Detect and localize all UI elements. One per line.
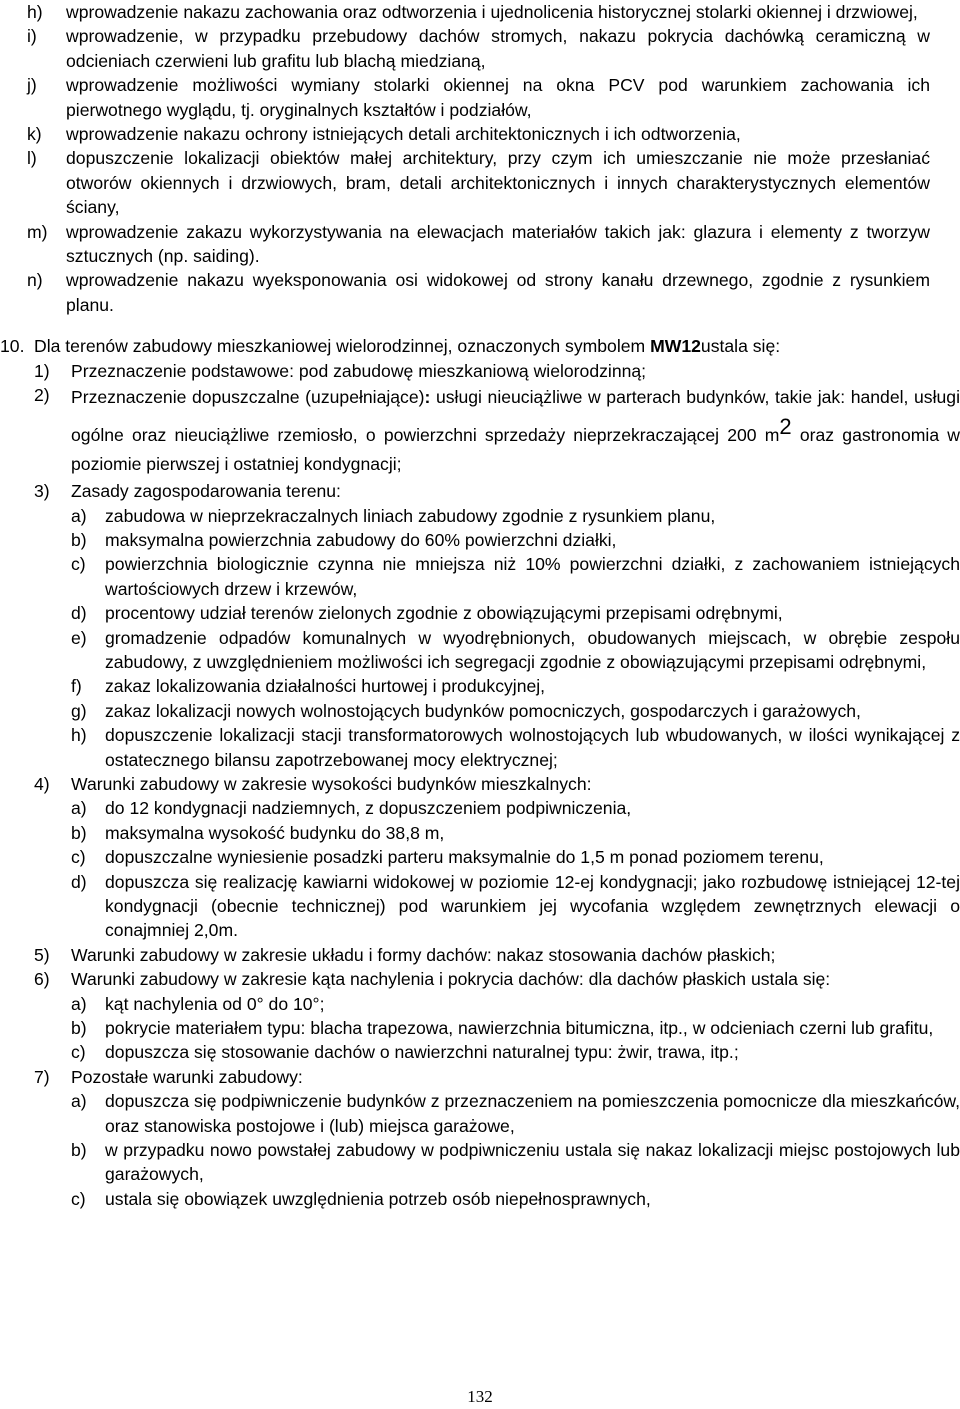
item-text: Warunki zabudowy w zakresie wysokości budynków mieszkalnych:	[71, 773, 592, 794]
sublist	[0, 504, 960, 772]
item-text	[71, 383, 960, 479]
sub-label: d)	[71, 871, 87, 892]
sublist-item	[71, 870, 960, 943]
sublist-item	[71, 552, 960, 601]
item-colon: :	[424, 387, 431, 408]
item-text: Zasady zagospodarowania terenu:	[71, 481, 341, 502]
item-label: 7)	[34, 1066, 50, 1087]
section-10	[0, 334, 960, 1211]
sub-text: powierzchnia biologicznie czynna nie mniejsza niż 10% powierzchni działki, z zachowaniem istniejących wartościowych drzew i krzewów,	[105, 554, 960, 599]
item-text: Warunki zabudowy w zakresie układu i formy dachów: nakaz stosowania dachów płaskich;	[71, 944, 776, 965]
sublist-item	[71, 723, 960, 772]
sublist-item	[71, 1138, 960, 1187]
item-text-part: usługi nieuciążliwe w parterach budynków, takie jak: handel, usługi ogólne oraz nieuciążliwe rzemiosło, o powierzchni sprzedaży nieprzekraczającej 200 m	[71, 387, 960, 446]
sub-text: zakaz lokalizacji nowych wolnostojących budynków pomocniczych, gospodarczych i garażowych,	[105, 700, 861, 721]
sub-text: dopuszcza się realizację kawiarni widokowej w poziomie 12-ej kondygnacji; jako rozbudowę istniejącej 12-tej kondygnacji (obecnie technicznej) pod warunkiem jej wycofania względem zewnętrznych elewacji o conajmniej 2,0m.	[105, 871, 960, 941]
sub-text: dopuszcza się podpiwniczenie budynków z przeznaczeniem na pomieszczenia pomocnicze dla mieszkańców, oraz stanowiska postojowe i (lub) miejsca garażowe,	[105, 1091, 960, 1136]
sub-text: zakaz lokalizowania działalności hurtowej i produkcyjnej,	[105, 676, 546, 697]
sublist-item	[71, 504, 960, 528]
list-item	[27, 24, 930, 73]
item-label: 2)	[34, 385, 50, 406]
item-text-part: Przeznaczenie dopuszczalne (uzupełniające)	[71, 387, 425, 408]
section-gap	[0, 317, 960, 334]
section-number: 10.	[0, 336, 25, 357]
sublist-item	[71, 601, 960, 625]
section-intro	[34, 334, 960, 358]
section-item	[0, 772, 960, 796]
sub-text: kąt nachylenia od 0° do 10°;	[105, 993, 325, 1014]
list-item-label: i)	[27, 26, 37, 47]
item-label: 3)	[34, 481, 50, 502]
item-text: Przeznaczenie podstawowe: pod zabudowę mieszkaniową wielorodzinną;	[71, 360, 647, 381]
section-intro-text: Dla terenów zabudowy mieszkaniowej wielorodzinnej, oznaczonych symbolem	[34, 336, 651, 357]
section-item	[0, 479, 960, 503]
section-heading	[0, 334, 960, 358]
sub-text: gromadzenie odpadów komunalnych w wyodrębnionych, obudowanych miejscach, w obrębie zespołu zabudowy, z uwzględnieniem możliwości ich segregacji zgodnie z obowiązującymi przepisami odrębnymi,	[105, 627, 960, 672]
item-label: 5)	[34, 944, 50, 965]
list-item-text: wprowadzenie zakazu wykorzystywania na elewacjach materiałów takich jak: glazura i elementy z tworzyw sztucznych (np. saiding).	[66, 221, 930, 267]
sublist	[0, 992, 960, 1065]
item-text-part: oraz gastronomia w poziomie pierwszej i ostatniej kondygnacji;	[71, 425, 960, 475]
zone-symbol: MW12	[650, 336, 701, 357]
sub-label: h)	[71, 725, 87, 746]
sub-label: a)	[71, 505, 87, 526]
sub-label: b)	[71, 822, 87, 843]
list-item-text: wprowadzenie nakazu ochrony istniejących detali architektonicznych i ich odtworzenia,	[66, 124, 741, 145]
section-item	[0, 943, 960, 967]
sublist-item	[71, 992, 960, 1016]
item-label: 6)	[34, 969, 50, 990]
item-text: Warunki zabudowy w zakresie kąta nachylenia i pokrycia dachów: dla dachów płaskich ustala się:	[71, 969, 831, 990]
list-item	[27, 146, 930, 219]
sub-label: e)	[71, 627, 87, 648]
list-item-text: wprowadzenie możliwości wymiany stolarki okiennej na okna PCV pod warunkiem zachowania ich pierwotnego wyglądu, tj. oryginalnych kształtów i podziałów,	[66, 75, 930, 120]
list-item-label: l)	[27, 148, 37, 169]
section-item	[0, 383, 960, 479]
sub-text: zabudowa w nieprzekraczalnych liniach zabudowy zgodnie z rysunkiem planu,	[105, 505, 716, 526]
sub-label: b)	[71, 529, 87, 550]
list-item-text: wprowadzenie, w przypadku przebudowy dachów stromych, nakazu pokrycia dachówką ceramiczną w odcieniach czerwieni lub grafitu lub blachą miedzianą,	[66, 26, 930, 71]
sublist-item	[71, 674, 960, 698]
sub-text: pokrycie materiałem typu: blacha trapezowa, nawierzchnia bitumiczna, itp., w odcieniach czerni lub grafitu,	[105, 1018, 934, 1039]
section-intro-end: ustala się:	[700, 336, 781, 357]
list-item-label: h)	[27, 2, 43, 22]
item-label: 4)	[34, 773, 50, 794]
sub-text: dopuszczalne wyniesienie posadzki parteru maksymalnie do 1,5 m ponad poziomem terenu,	[105, 847, 824, 868]
sublist-item	[71, 1089, 960, 1138]
list-item-label: n)	[27, 270, 43, 291]
sub-text: procentowy udział terenów zielonych zgodnie z obowiązującymi przepisami odrębnymi,	[105, 603, 783, 624]
sub-label: c)	[71, 1188, 86, 1209]
sub-label: c)	[71, 554, 86, 575]
sub-text: ustala się obowiązek uwzględnienia potrzeb osób niepełnosprawnych,	[105, 1188, 651, 1209]
sub-text: do 12 kondygnacji nadziemnych, z dopuszczeniem podpiwniczenia,	[105, 798, 632, 819]
list-item-label: m)	[27, 221, 48, 242]
sub-label: c)	[71, 847, 86, 868]
item-label: 1)	[34, 360, 50, 381]
sublist-item	[71, 699, 960, 723]
list-item-text: wprowadzenie nakazu wyeksponowania osi widokowej od strony kanału drzewnego, zgodnie z rysunkiem planu.	[66, 270, 930, 315]
sub-text: dopuszczenie lokalizacji stacji transformatorowych wolnostojących lub wbudowanych, w ilości wynikającej z ostatecznego bilansu zapotrzebowanej mocy elektrycznej;	[105, 725, 960, 770]
sub-text: w przypadku nowo powstałej zabudowy w podpiwniczeniu ustala się nakaz lokalizacji miejsc postojowych lub garażowych,	[105, 1140, 960, 1185]
list-item-label: j)	[27, 75, 37, 96]
sub-label: f)	[71, 676, 82, 697]
list-continuation	[0, 0, 930, 317]
sublist-item	[71, 626, 960, 675]
sublist-item	[71, 1016, 960, 1040]
page-number: 132	[467, 1387, 493, 1406]
sub-label: a)	[71, 798, 87, 819]
list-item	[27, 0, 930, 24]
list-item	[27, 73, 930, 122]
list-item	[27, 268, 930, 317]
list-item	[27, 220, 930, 269]
sublist-item	[71, 845, 960, 869]
item-text: Pozostałe warunki zabudowy:	[71, 1066, 303, 1087]
sub-label: a)	[71, 1091, 87, 1112]
sub-label: a)	[71, 993, 87, 1014]
sublist-item	[71, 528, 960, 552]
section-item	[0, 359, 960, 383]
sub-label: c)	[71, 1042, 86, 1063]
sublist-item	[71, 821, 960, 845]
sub-text: maksymalna wysokość budynku do 38,8 m,	[105, 822, 445, 843]
sublist-item	[71, 1187, 960, 1211]
sub-label: b)	[71, 1018, 87, 1039]
list-item	[27, 122, 930, 146]
sub-text: maksymalna powierzchnia zabudowy do 60% powierzchni działki,	[105, 529, 617, 550]
sub-text: dopuszcza się stosowanie dachów o nawierzchni naturalnej typu: żwir, trawa, itp.;	[105, 1042, 739, 1063]
sublist-item	[71, 1040, 960, 1064]
list-item-text: wprowadzenie nakazu zachowania oraz odtworzenia i ujednolicenia historycznej stolarki okiennej i drzwiowej,	[66, 2, 918, 22]
sublist-item	[71, 796, 960, 820]
sub-label: g)	[71, 700, 87, 721]
superscript: 2	[779, 414, 792, 440]
section-item	[0, 1065, 960, 1089]
sub-label: d)	[71, 603, 87, 624]
sublist	[0, 1089, 960, 1211]
sublist	[0, 796, 960, 942]
list-item-label: k)	[27, 124, 42, 145]
sub-label: b)	[71, 1140, 87, 1161]
list-item-text: dopuszczenie lokalizacji obiektów małej architektury, przy czym ich umieszczanie nie może przesłaniać otworów okiennych i drzwiowych, bram, detali architektonicznych i innych charakterystycznych elementów ściany,	[66, 148, 930, 218]
section-item	[0, 967, 960, 991]
